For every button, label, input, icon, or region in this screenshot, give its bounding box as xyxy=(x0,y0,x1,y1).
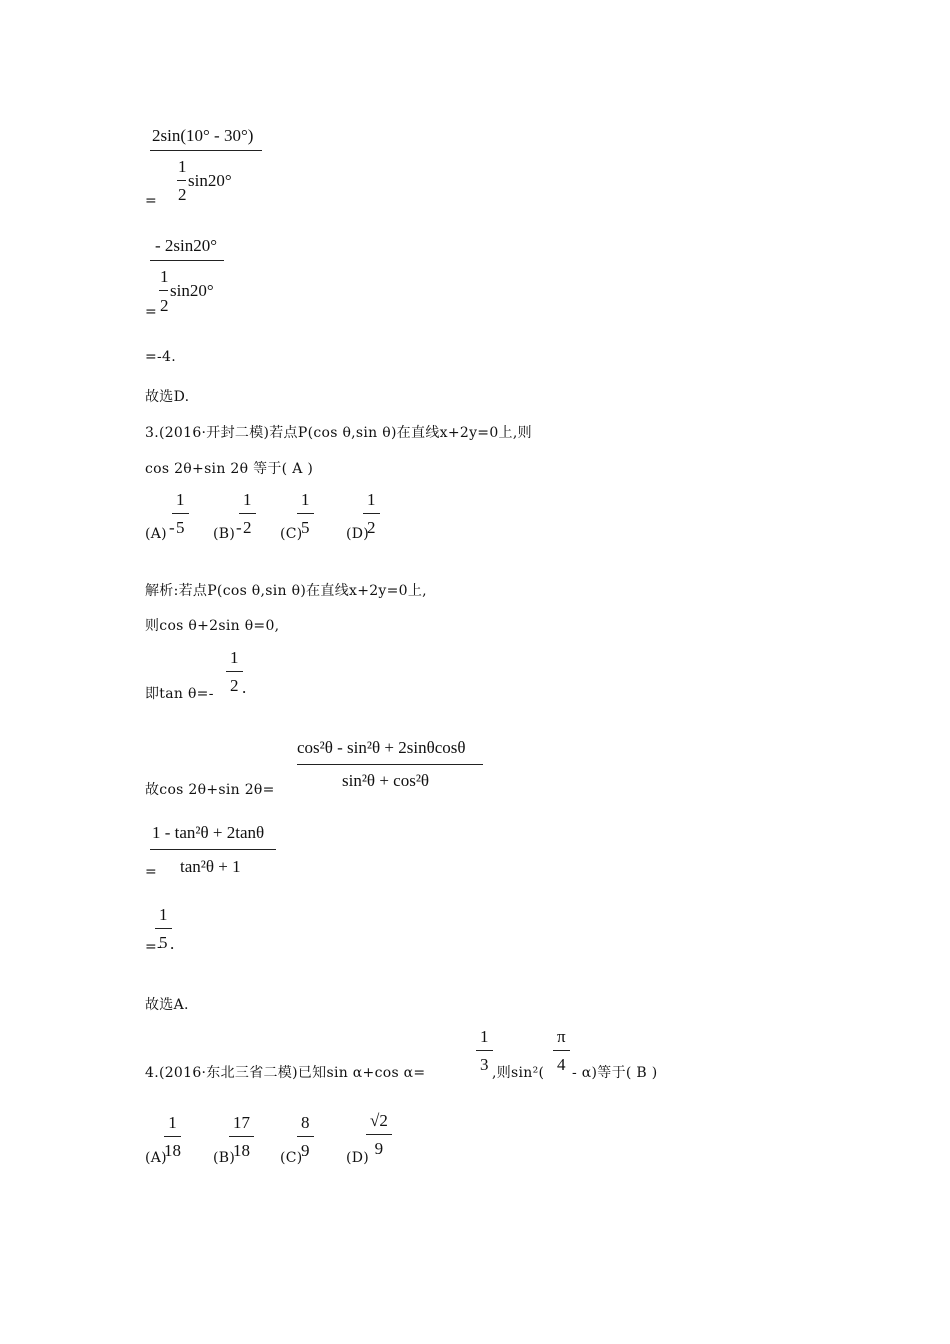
answer-line-2: 故选A. xyxy=(145,997,189,1013)
fraction-numerator: √2 xyxy=(366,1111,392,1135)
q3-result-suffix: . xyxy=(170,934,175,953)
q3-line-2: cos 2θ+sin 2θ 等于( A ) xyxy=(145,461,314,477)
q3-fraction2-equals: = xyxy=(145,864,158,880)
fraction-numerator: 1 xyxy=(476,1027,493,1051)
q4-option-b-label: (B) xyxy=(213,1150,236,1166)
block2-half-num: 1 xyxy=(160,267,169,286)
q3-option-d-fraction xyxy=(363,490,380,538)
fraction-denominator: 4 xyxy=(557,1055,566,1074)
q4-option-d-label: (D) xyxy=(346,1150,370,1166)
fraction-numerator: 1 xyxy=(226,648,243,672)
q3-fraction2-bar xyxy=(150,849,276,850)
fraction-denominator: 18 xyxy=(233,1141,250,1160)
answer-line-1: 故选D. xyxy=(145,389,190,405)
q4-option-a-fraction xyxy=(164,1113,181,1161)
fraction-denominator: 2 xyxy=(243,518,252,537)
q4-line-part-a: 4.(2016·东北三省二模)已知sin α+cos α= xyxy=(145,1065,426,1081)
q4-option-d-fraction xyxy=(366,1111,392,1159)
q3-option-a-label: (A) xyxy=(145,526,167,542)
q3-solution-line-2: 则cos θ+2sin θ=0, xyxy=(145,618,280,634)
q3-solution-line-4-prefix: 故cos 2θ+sin 2θ= xyxy=(145,782,275,798)
block2-half-den: 2 xyxy=(160,296,169,315)
q4-option-c-fraction xyxy=(297,1113,314,1161)
q3-solution-tan-fraction xyxy=(226,648,243,696)
q3-fraction1-bar xyxy=(297,764,483,765)
fraction-numerator: 1 xyxy=(155,905,172,929)
fraction-denominator: 9 xyxy=(374,1139,384,1158)
q3-option-b-label: (B) xyxy=(213,526,236,542)
fraction-denominator: 2 xyxy=(230,676,239,695)
fraction-denominator: 2 xyxy=(367,518,376,537)
q3-solution-line-3-suffix: . xyxy=(242,678,247,697)
q3-fraction1-numerator: cos²θ - sin²θ + 2sinθcosθ xyxy=(297,738,466,757)
q4-line-part-c: - α)等于( B ) xyxy=(572,1065,658,1081)
block2-numerator: - 2sin20° xyxy=(155,236,218,255)
q4-line-part-b: ,则sin²( xyxy=(492,1065,545,1081)
fraction-denominator: 5 xyxy=(176,518,185,537)
block1-half-num: 1 xyxy=(178,157,187,176)
q3-fraction2-denominator: tan²θ + 1 xyxy=(180,857,241,876)
fraction-numerator: 1 xyxy=(297,490,314,514)
fraction-numerator: 17 xyxy=(229,1113,254,1137)
fraction-denominator: 5 xyxy=(159,933,168,952)
q3-option-b-fraction xyxy=(239,490,256,538)
fraction-numerator: 1 xyxy=(239,490,256,514)
fraction-denominator: 5 xyxy=(301,518,310,537)
q3-option-a-fraction xyxy=(172,490,189,538)
block2-equals: = xyxy=(145,304,158,320)
block2-fraction-bar xyxy=(150,260,224,261)
block1-half-den: 2 xyxy=(178,185,187,204)
q3-option-b-sign: - xyxy=(236,518,242,537)
q3-solution-line-3-prefix: 即tan θ=- xyxy=(145,686,214,702)
q3-result-prefix: =- xyxy=(145,939,163,955)
fraction-numerator: π xyxy=(553,1027,570,1051)
q3-option-c-label: (C) xyxy=(280,526,303,542)
q3-option-d-label: (D) xyxy=(346,526,370,542)
fraction-numerator: 1 xyxy=(363,490,380,514)
q3-fraction2-numerator: 1 - tan²θ + 2tanθ xyxy=(152,823,265,842)
q3-line-1: 3.(2016·开封二模)若点P(cos θ,sin θ)在直线x+2y=0上,则 xyxy=(145,425,532,441)
fraction-denominator: 3 xyxy=(480,1055,489,1074)
q4-given-fraction xyxy=(476,1027,493,1075)
fraction-denominator: 18 xyxy=(164,1141,181,1160)
block1-fraction-bar xyxy=(150,150,262,151)
q4-option-c-label: (C) xyxy=(280,1150,303,1166)
q3-option-a-sign: - xyxy=(169,518,175,537)
q3-fraction1-denominator: sin²θ + cos²θ xyxy=(342,771,430,790)
block1-denominator-tail: sin20° xyxy=(188,171,232,190)
fraction-numerator: 8 xyxy=(297,1113,314,1137)
q4-option-b-fraction xyxy=(229,1113,254,1161)
block2-half-bar xyxy=(159,290,168,291)
fraction-numerator: 1 xyxy=(172,490,189,514)
block1-numerator: 2sin(10° - 30°) xyxy=(152,126,254,145)
result-line-1: =-4. xyxy=(145,349,177,365)
fraction-denominator: 9 xyxy=(301,1141,310,1160)
block1-equals: = xyxy=(145,193,158,209)
q3-solution-line-1: 解析:若点P(cos θ,sin θ)在直线x+2y=0上, xyxy=(145,583,427,599)
q4-option-a-label: (A) xyxy=(145,1150,167,1166)
q3-option-c-fraction xyxy=(297,490,314,538)
fraction-numerator: 1 xyxy=(164,1113,181,1137)
q4-pi-fraction xyxy=(553,1027,570,1075)
block2-denominator-tail: sin20° xyxy=(170,281,214,300)
block1-half-bar xyxy=(177,180,186,181)
